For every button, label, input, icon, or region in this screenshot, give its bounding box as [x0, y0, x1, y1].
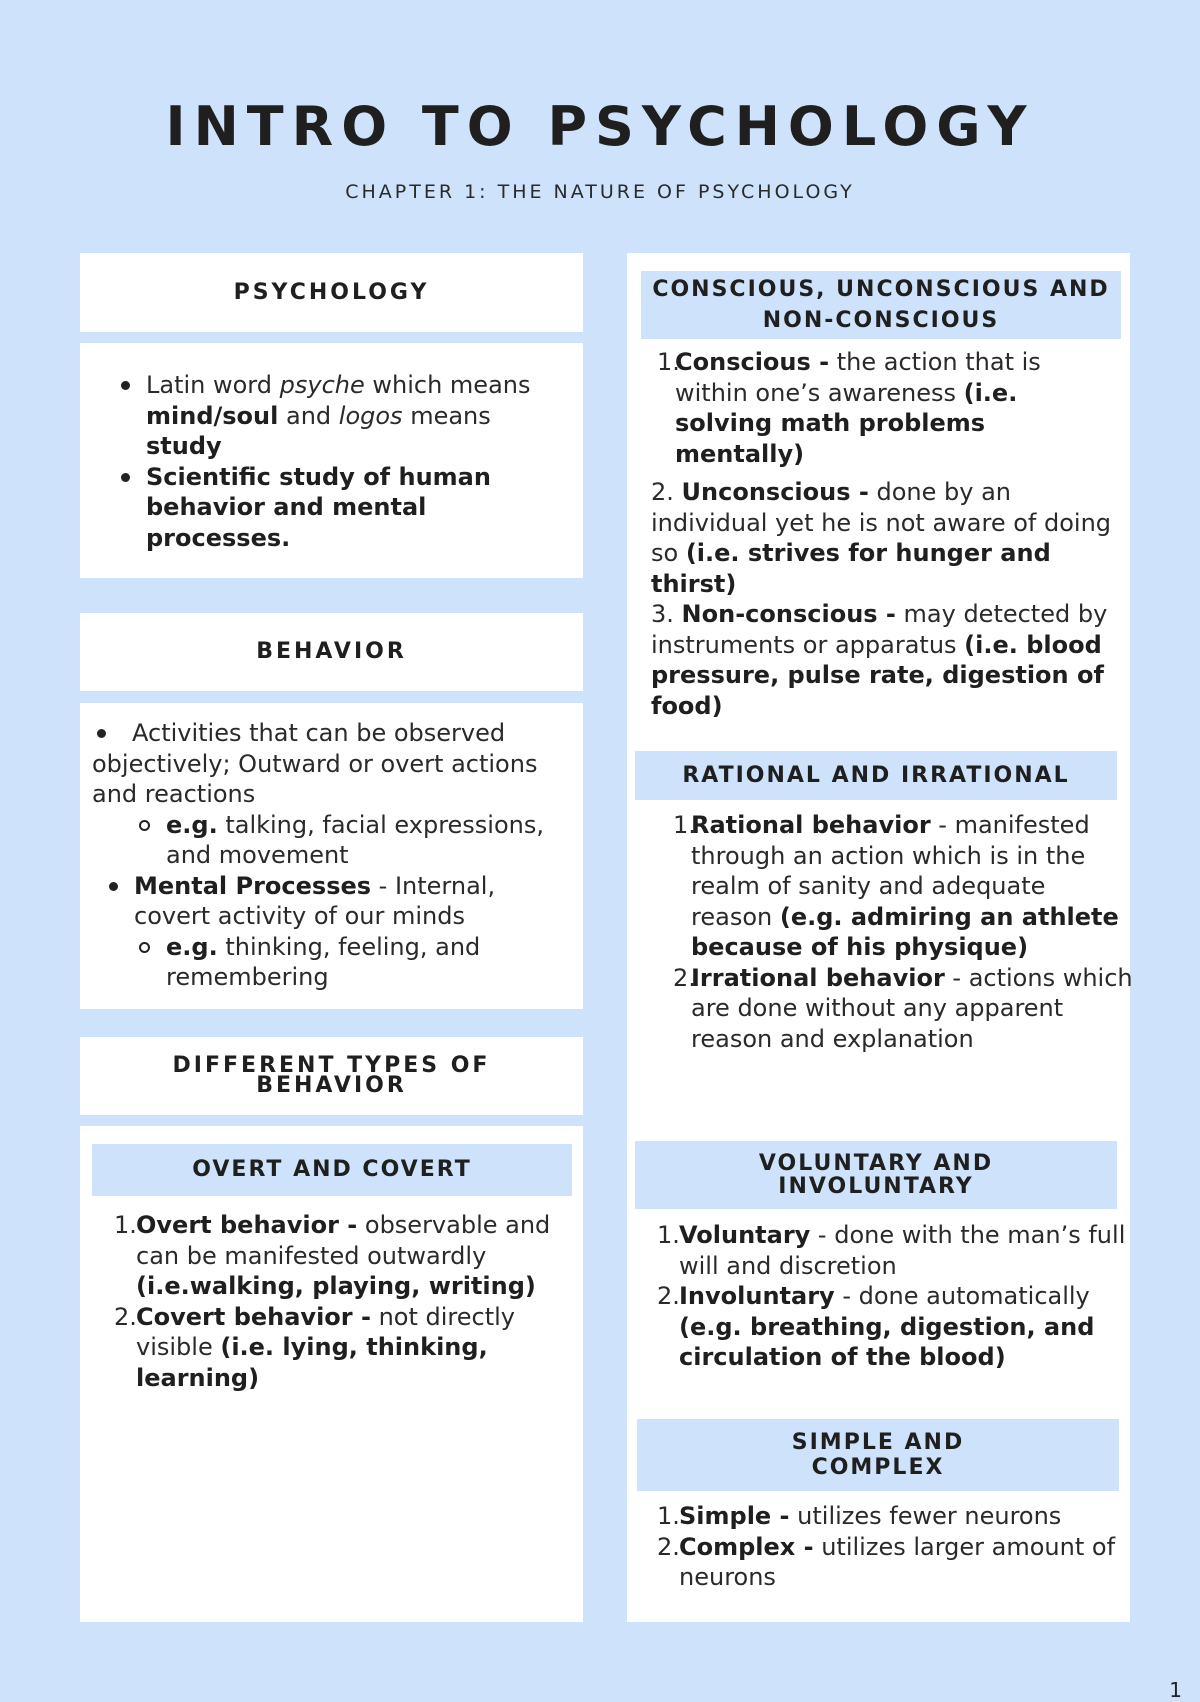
list-item: 3. Non-conscious - may detected by instruments or apparatus (i.e. blood pressure, pulse rate, digestion of food)	[651, 600, 1108, 720]
rational-content	[673, 810, 1133, 1054]
list-item: e.g. thinking, feeling, and remembering	[134, 932, 575, 993]
behavior-heading: BEHAVIOR	[256, 639, 407, 665]
page-subtitle: CHAPTER 1: THE NATURE OF PSYCHOLOGY	[345, 181, 855, 203]
types-heading-line2: BEHAVIOR	[256, 1073, 407, 1098]
page-number: 1	[1169, 1678, 1182, 1702]
overt-covert-box	[80, 1126, 583, 1622]
behavior-list-2	[104, 871, 575, 932]
list-item: e.g. talking, facial expressions, and movement	[134, 810, 575, 871]
overt-covert-heading: OVERT AND COVERT	[92, 1144, 572, 1196]
conscious-heading: CONSCIOUS, UNCONSCIOUS AND NON-CONSCIOUS	[641, 271, 1121, 339]
overt-covert-list	[114, 1210, 574, 1393]
rational-heading: RATIONAL AND IRRATIONAL	[635, 751, 1117, 800]
simple-heading: SIMPLE AND COMPLEX	[637, 1419, 1119, 1491]
behavior-sub-list	[134, 810, 575, 871]
list-item: 2. Irrational behavior - actions which are done without any apparent reason and explanation	[673, 963, 1133, 1053]
conscious-content	[651, 347, 1121, 721]
behavior-list	[92, 718, 575, 810]
voluntary-content	[657, 1220, 1127, 1373]
list-item: 2. Covert behavior - not directly visible (i.e. lying, thinking, learning)	[114, 1302, 515, 1392]
types-heading-box	[80, 1037, 583, 1115]
list-item: Activities that can be observed objectively; Outward or overt actions and reactions	[92, 718, 575, 810]
psychology-heading-box	[80, 253, 583, 332]
list-item: 2. Involuntary - done automatically (e.g. breathing, digestion, and circulation of the blood)	[657, 1282, 1095, 1371]
behavior-sub-list-2	[134, 932, 575, 993]
psychology-list	[116, 370, 573, 553]
types-heading-line1: DIFFERENT TYPES OF	[172, 1053, 491, 1078]
list-item: Scientific study of human behavior and mental processes.	[116, 462, 573, 554]
behavior-definition-box	[80, 703, 583, 1009]
voluntary-heading: VOLUNTARY AND INVOLUNTARY	[635, 1141, 1117, 1209]
list-item: 1. Simple - utilizes fewer neurons	[657, 1502, 1062, 1530]
simple-content	[657, 1501, 1127, 1593]
behavior-heading-box	[80, 613, 583, 691]
psychology-heading: PSYCHOLOGY	[233, 279, 430, 305]
right-column-box	[627, 253, 1133, 1622]
list-item: 1. Voluntary - done with the man’s full will and discretion	[657, 1221, 1126, 1280]
list-item: 2. Complex - utilizes larger amount of neurons	[657, 1532, 1116, 1591]
list-item: 2. Unconscious - done by an individual yet he is not aware of doing so (i.e. strives for hunger and thirst)	[651, 478, 1112, 598]
psychology-definition-box	[80, 343, 583, 578]
list-item: Latin word psyche which means mind/soul and logos means study	[116, 370, 573, 462]
list-item: 1. Overt behavior - observable and can be manifested outwardly (i.e.walking, playing, writing)	[114, 1211, 551, 1300]
page-title: INTRO TO PSYCHOLOGY	[165, 95, 1035, 158]
list-item: Mental Processes - Internal, covert activity of our minds	[104, 871, 575, 932]
list-item: 1. Rational behavior - manifested through an action which is in the realm of sanity and adequate reason (e.g. admiring an athlete because of his physique)	[673, 811, 1119, 961]
list-item: 1. Conscious - the action that is within one’s awareness (i.e. solving math problems mentally)	[657, 348, 1041, 468]
